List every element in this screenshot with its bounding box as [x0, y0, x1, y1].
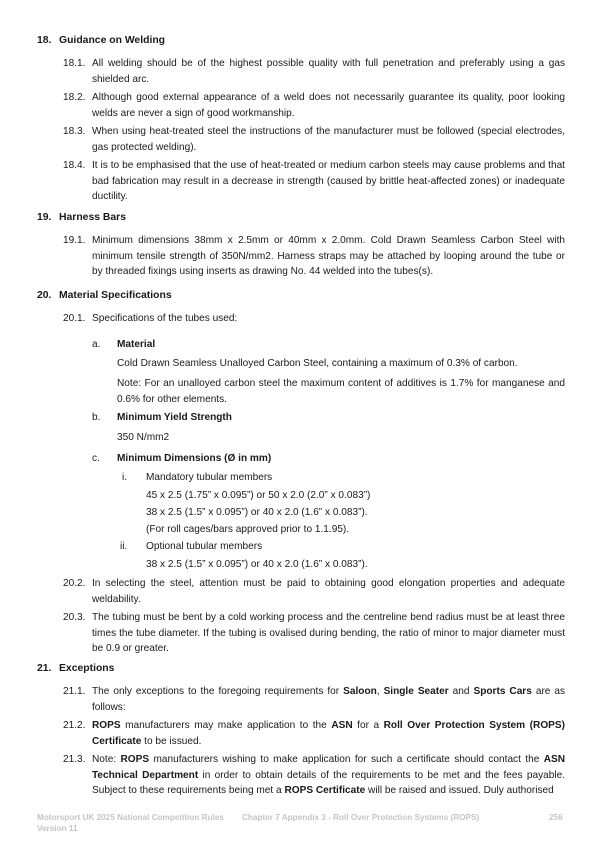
subitem-a-text: Cold Drawn Seamless Unalloyed Carbon Steel, containing a maximum of 0.3% of carbon.	[117, 358, 518, 369]
clause-text: Although good external appearance of a weld does not necessarily guarantee its quality, poor looking welds are never a sign of good workmanship.	[92, 92, 565, 119]
clause-text: The tubing must be bent by a cold working process and the centreline bend radius must be at least three times the tube diameter. If the tubing is ovalised during bending, the ratio of minor to major diameter must be 0.9 or greater.	[92, 612, 565, 655]
subitem-a-letter: a.	[92, 339, 101, 350]
clause-number: 18.2.	[63, 92, 86, 103]
clause-21-3	[63, 752, 565, 799]
clause-number: 21.2.	[63, 720, 86, 731]
clause-18-3	[63, 124, 565, 155]
clause-text: Note: ROPS manufacturers wishing to make application for such a certificate should contact the ASN Technical Department in order to obtain details of the requirements to be met and the fees payable. Subject to these requirements being met a ROPS Certificate will be raised and issued. Duly authorised	[92, 754, 566, 797]
dimension-line: 38 x 2.5 (1.5” x 0.095”) or 40 x 2.0 (1.6” x 0.083”).	[146, 507, 368, 518]
subitem-b-letter: b.	[92, 412, 101, 423]
dimension-line: (For roll cages/bars approved prior to 1.1.95).	[146, 524, 350, 535]
subitem-c-i-title: Mandatory tubular members	[146, 472, 273, 483]
subitem-a-title: Material	[117, 339, 156, 350]
dimension-line: 45 x 2.5 (1.75” x 0.095”) or 50 x 2.0 (2.0” x 0.083”)	[146, 490, 371, 501]
section-number: 18.	[37, 35, 52, 46]
section-title: Guidance on Welding	[59, 35, 166, 46]
section-21-heading	[37, 663, 114, 674]
section-number: 19.	[37, 212, 52, 223]
clause-number: 20.3.	[63, 612, 86, 623]
footer-page-number: 256	[549, 813, 563, 822]
clause-text: Minimum dimensions 38mm x 2.5mm or 40mm x 2.0mm. Cold Drawn Seamless Carbon Steel with minimum tensile strength of 350N/mm2. Harness straps may be attached by looping around the tube or by threaded fixings using inserts as drawing No. 44 welded into the tubes(s).	[92, 235, 565, 278]
clause-text: Specifications of the tubes used:	[92, 313, 238, 324]
subitem-b-title: Minimum Yield Strength	[117, 412, 232, 423]
clause-21-2	[63, 718, 565, 749]
clause-number: 20.2.	[63, 578, 86, 589]
clause-number: 21.3.	[63, 754, 86, 765]
footer-left	[37, 812, 224, 834]
clause-text: ROPS manufacturers may make application to the ASN for a Roll Over Protection System (ROPS) Certificate to be issued.	[92, 720, 565, 747]
footer-rulebook: Motorsport UK 2025 National Competition Rules	[37, 813, 224, 822]
clause-number: 18.3.	[63, 126, 86, 137]
section-title: Exceptions	[59, 663, 115, 674]
clause-text: In selecting the steel, attention must be paid to obtaining good elongation properties and adequate weldability.	[92, 578, 565, 605]
clause-number: 18.1.	[63, 58, 86, 69]
section-20-heading	[37, 290, 172, 301]
section-title: Harness Bars	[59, 212, 127, 223]
clause-18-4	[63, 158, 565, 205]
section-number: 20.	[37, 290, 52, 301]
clause-21-1	[63, 684, 565, 715]
dimension-line: 38 x 2.5 (1.5” x 0.095”) or 40 x 2.0 (1.6” x 0.083”).	[146, 559, 368, 570]
clause-text: The only exceptions to the foregoing requirements for Saloon, Single Seater and Sports Cars are as follows:	[92, 686, 566, 713]
clause-20-3	[63, 610, 565, 657]
section-18-heading	[37, 35, 165, 46]
footer-version: Version 11	[37, 824, 78, 833]
clause-18-1	[63, 56, 565, 87]
section-title: Material Specifications	[59, 290, 172, 301]
note-text: Note: For an unalloyed carbon steel the maximum content of additives is 1.7% for manganese and 0.6% for other elements.	[117, 378, 565, 405]
clause-number: 19.1.	[63, 235, 86, 246]
clause-text: All welding should be of the highest possible quality with full penetration and preferably using a gas shielded arc.	[92, 58, 565, 85]
clause-19-1	[63, 233, 565, 280]
subitem-a-note	[117, 376, 565, 407]
clause-text: When using heat-treated steel the instructions of the manufacturer must be followed (special electrodes, gas protected welding).	[92, 126, 565, 153]
clause-number: 18.4.	[63, 160, 86, 171]
clause-text: It is to be emphasised that the use of heat-treated or medium carbon steels may cause problems and that bad fabrication may result in a decrease in strength (caused by brittle heat-affected zones) or inadequate ductility.	[92, 160, 565, 203]
clause-20-2	[63, 576, 565, 607]
section-19-heading	[37, 212, 126, 223]
clause-20-1	[63, 311, 565, 327]
footer-chapter: Chapter 7 Appendix 3 - Roll Over Protection Systems (ROPS)	[242, 813, 480, 822]
subitem-c-letter: c.	[92, 453, 100, 464]
clause-number: 21.1.	[63, 686, 86, 697]
subitem-c-ii-title: Optional tubular members	[146, 541, 263, 552]
section-number: 21.	[37, 663, 52, 674]
subitem-b-text: 350 N/mm2	[117, 432, 170, 443]
subitem-c-ii-number: ii.	[120, 541, 128, 552]
clause-number: 20.1.	[63, 313, 86, 324]
subitem-c-title: Minimum Dimensions (Ø in mm)	[117, 453, 272, 464]
clause-18-2	[63, 90, 565, 121]
subitem-c-i-number: i.	[122, 472, 128, 483]
